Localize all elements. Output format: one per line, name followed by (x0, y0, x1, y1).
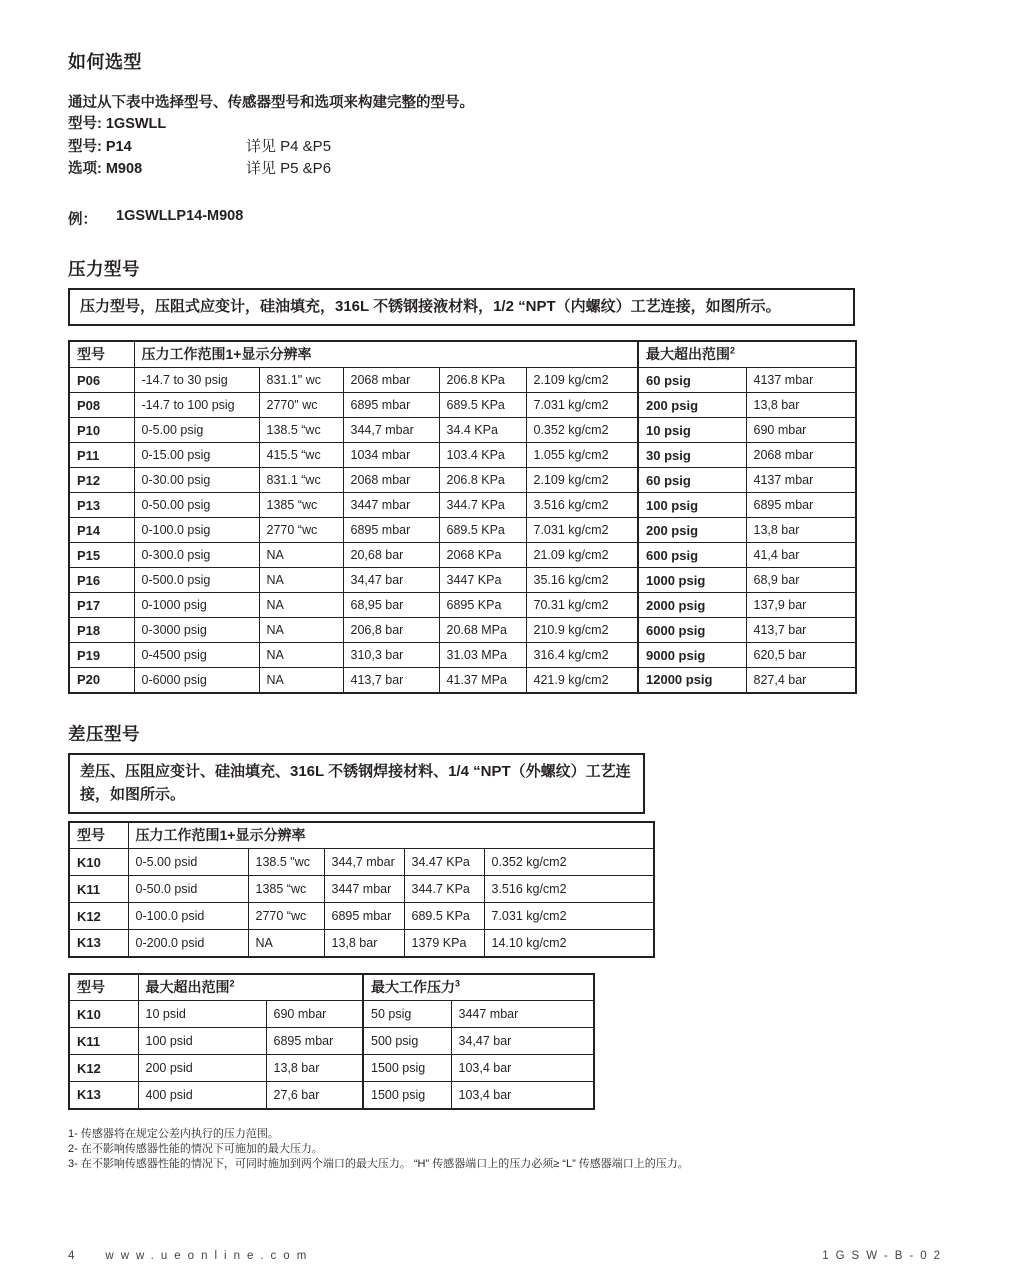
value-cell: 34.4 KPa (439, 418, 526, 443)
value-cell: 2068 mbar (746, 443, 856, 468)
table-row (69, 368, 856, 393)
table-row (69, 518, 856, 543)
value-cell: 1034 mbar (343, 443, 439, 468)
value-cell: 421.9 kg/cm2 (526, 668, 638, 693)
value-cell: 3447 mbar (343, 493, 439, 518)
value-cell: 6895 KPa (439, 593, 526, 618)
value-cell: 7.031 kg/cm2 (526, 518, 638, 543)
value-cell: 1385 “wc (259, 493, 343, 518)
value-cell: 0-6000 psig (134, 668, 259, 693)
value-cell: 41,4 bar (746, 543, 856, 568)
value-cell: 27,6 bar (266, 1082, 363, 1109)
value-cell: NA (259, 568, 343, 593)
value-cell: 100 psig (638, 493, 746, 518)
value-cell: 600 psig (638, 543, 746, 568)
value-cell: 35.16 kg/cm2 (526, 568, 638, 593)
value-cell: 689.5 KPa (439, 393, 526, 418)
value-cell: 2.109 kg/cm2 (526, 368, 638, 393)
value-cell: NA (259, 593, 343, 618)
table-row (69, 1001, 594, 1028)
model-cell: P15 (69, 543, 134, 568)
value-cell: 400 psid (138, 1082, 266, 1109)
value-cell: 1.055 kg/cm2 (526, 443, 638, 468)
value-cell: 7.031 kg/cm2 (526, 393, 638, 418)
value-cell: 10 psid (138, 1001, 266, 1028)
value-cell: 0.352 kg/cm2 (484, 849, 654, 876)
value-cell: 831.1 “wc (259, 468, 343, 493)
model-cell: P17 (69, 593, 134, 618)
value-cell: 137,9 bar (746, 593, 856, 618)
value-cell: 344,7 mbar (324, 849, 404, 876)
value-cell: 413,7 bar (343, 668, 439, 693)
model-line-ref: 详见 P4 &P5 (246, 137, 332, 155)
value-cell: 13,8 bar (266, 1055, 363, 1082)
footer-website: www.ueonline.com (105, 1250, 314, 1262)
value-cell: 1379 KPa (404, 930, 484, 957)
value-cell: 12000 psig (638, 668, 746, 693)
table-header-row (69, 822, 654, 849)
model-cell: P16 (69, 568, 134, 593)
value-cell: 6895 mbar (266, 1028, 363, 1055)
example-value: 1GSWLLP14-M908 (116, 207, 244, 224)
value-cell: 41.37 MPa (439, 668, 526, 693)
value-cell: 0-50.00 psig (134, 493, 259, 518)
value-cell: 60 psig (638, 468, 746, 493)
value-cell: 20,68 bar (343, 543, 439, 568)
footer-left (68, 1250, 313, 1262)
model-cell: P13 (69, 493, 134, 518)
value-cell: 103,4 bar (451, 1055, 594, 1082)
column-header-model: 型号 (69, 974, 138, 1001)
table-header-row (69, 341, 856, 368)
value-cell: -14.7 to 30 psig (134, 368, 259, 393)
value-cell: 2770 “wc (259, 518, 343, 543)
table-row (69, 643, 856, 668)
value-cell: 30 psig (638, 443, 746, 468)
value-cell: 1385 “wc (248, 876, 324, 903)
model-cell: K13 (69, 930, 128, 957)
value-cell: 68,9 bar (746, 568, 856, 593)
value-cell: 0-100.0 psid (128, 903, 248, 930)
value-cell: 0-5.00 psid (128, 849, 248, 876)
differential-range-table (68, 821, 655, 958)
footnote-1: 1- 传感器将在规定公差内执行的压力范围。 (68, 1127, 279, 1140)
value-cell: 103,4 bar (451, 1082, 594, 1109)
value-cell: 3.516 kg/cm2 (484, 876, 654, 903)
table-row (69, 1028, 594, 1055)
footnote-ref-2: 2 (730, 345, 736, 356)
value-cell: 10 psig (638, 418, 746, 443)
model-cell: K12 (69, 903, 128, 930)
value-cell: 138.5 "wc (248, 849, 324, 876)
value-cell: 6895 mbar (324, 903, 404, 930)
value-cell: 13,8 bar (746, 518, 856, 543)
value-cell: 6895 mbar (746, 493, 856, 518)
model-cell: K11 (69, 1028, 138, 1055)
model-cell: P19 (69, 643, 134, 668)
value-cell: 0-1000 psig (134, 593, 259, 618)
value-cell: 344.7 KPa (439, 493, 526, 518)
page-title: 如何选型 (68, 52, 142, 72)
model-cell: P14 (69, 518, 134, 543)
table-header-row (69, 974, 594, 1001)
value-cell: 0-30.00 psig (134, 468, 259, 493)
value-cell: 34,47 bar (343, 568, 439, 593)
value-cell: NA (248, 930, 324, 957)
value-cell: 316.4 kg/cm2 (526, 643, 638, 668)
value-cell: 34.47 KPa (404, 849, 484, 876)
value-cell: 690 mbar (746, 418, 856, 443)
table-row (69, 443, 856, 468)
value-cell: 415.5 “wc (259, 443, 343, 468)
value-cell: 344,7 mbar (343, 418, 439, 443)
model-cell: K11 (69, 876, 128, 903)
value-cell: 689.5 KPa (404, 903, 484, 930)
column-header-overrange (138, 974, 363, 1001)
differential-limits-table (68, 973, 595, 1110)
value-cell: 310,3 bar (343, 643, 439, 668)
value-cell: 0-5.00 psig (134, 418, 259, 443)
value-cell: 413,7 bar (746, 618, 856, 643)
value-cell: 13,8 bar (746, 393, 856, 418)
table-row (69, 1055, 594, 1082)
footer-doc-code: 1GSW-B-02 (822, 1250, 947, 1262)
table-row (69, 568, 856, 593)
model-cell: K10 (69, 1001, 138, 1028)
value-cell: 1500 psig (363, 1055, 451, 1082)
value-cell: 344.7 KPa (404, 876, 484, 903)
value-cell: 0-500.0 psig (134, 568, 259, 593)
value-cell: 68,95 bar (343, 593, 439, 618)
value-cell: 14.10 kg/cm2 (484, 930, 654, 957)
table-row (69, 418, 856, 443)
value-cell: 0-100.0 psig (134, 518, 259, 543)
example-line (68, 208, 945, 229)
differential-description-box: 差压、压阻应变计、硅油填充、316L 不锈钢焊接材料、1/4 “NPT（外螺纹）工艺连接，如图所示。 (68, 753, 645, 814)
model-cell: P18 (69, 618, 134, 643)
value-cell: 4137 mbar (746, 468, 856, 493)
model-line-label: 型号: P14 (68, 138, 132, 155)
value-cell: 0-50.0 psid (128, 876, 248, 903)
value-cell: 3.516 kg/cm2 (526, 493, 638, 518)
value-cell: 206.8 KPa (439, 468, 526, 493)
column-header-model: 型号 (69, 341, 134, 368)
value-cell: 4137 mbar (746, 368, 856, 393)
column-header-max-working-text: 最大工作压力 (371, 979, 456, 996)
pressure-models-table (68, 340, 857, 694)
value-cell: 0-4500 psig (134, 643, 259, 668)
column-header-range: 压力工作范围1+显示分辨率 (134, 341, 638, 368)
value-cell: 0-3000 psig (134, 618, 259, 643)
model-cell: K12 (69, 1055, 138, 1082)
value-cell: 1000 psig (638, 568, 746, 593)
value-cell: 9000 psig (638, 643, 746, 668)
model-cell: P08 (69, 393, 134, 418)
model-cell: P11 (69, 443, 134, 468)
value-cell: 2068 KPa (439, 543, 526, 568)
example-label: 例： (68, 211, 97, 228)
value-cell: 34,47 bar (451, 1028, 594, 1055)
value-cell: 831.1" wc (259, 368, 343, 393)
value-cell: 620,5 bar (746, 643, 856, 668)
value-cell: 7.031 kg/cm2 (484, 903, 654, 930)
footnotes (68, 1127, 700, 1172)
value-cell: 690 mbar (266, 1001, 363, 1028)
table-row (69, 668, 856, 693)
value-cell: 200 psig (638, 518, 746, 543)
pressure-section-title: 压力型号 (68, 258, 140, 279)
model-cell: P10 (69, 418, 134, 443)
model-line-label: 型号: 1GSWLL (68, 116, 167, 132)
differential-section-title: 差压型号 (68, 723, 140, 744)
value-cell: NA (259, 643, 343, 668)
value-cell: 827,4 bar (746, 668, 856, 693)
value-cell: 200 psid (138, 1055, 266, 1082)
value-cell: 200 psig (638, 393, 746, 418)
value-cell: 2770" wc (259, 393, 343, 418)
pressure-description-box: 压力型号，压阻式应变计，硅油填充，316L 不锈钢接液材料，1/2 “NPT（内螺纹）工艺连接，如图所示。 (68, 288, 855, 326)
model-line-ref: 详见 P5 &P6 (246, 160, 332, 177)
value-cell: 2068 mbar (343, 468, 439, 493)
value-cell: 3447 mbar (324, 876, 404, 903)
table-row (69, 903, 654, 930)
value-cell: 6895 mbar (343, 393, 439, 418)
value-cell: 70.31 kg/cm2 (526, 593, 638, 618)
model-line-base (68, 113, 945, 136)
intro-text: 通过从下表中选择型号、传感器型号和选项来构建完整的型号。 (68, 95, 474, 111)
value-cell: 210.9 kg/cm2 (526, 618, 638, 643)
table-row (69, 849, 654, 876)
value-cell: 2.109 kg/cm2 (526, 468, 638, 493)
column-header-max-working-pressure (363, 974, 594, 1001)
model-cell: K13 (69, 1082, 138, 1109)
value-cell: 2000 psig (638, 593, 746, 618)
table-row (69, 493, 856, 518)
value-cell: 689.5 KPa (439, 518, 526, 543)
value-cell: 0-200.0 psid (128, 930, 248, 957)
model-line-sensor (68, 136, 945, 159)
model-line-label: 选项: M908 (68, 161, 143, 177)
table-row (69, 393, 856, 418)
table-row (69, 618, 856, 643)
table-row (69, 1082, 594, 1109)
model-cell: K10 (69, 849, 128, 876)
column-header-overrange-text: 最大超出范围 (646, 346, 730, 363)
value-cell: 500 psig (363, 1028, 451, 1055)
table-row (69, 593, 856, 618)
value-cell: 6895 mbar (343, 518, 439, 543)
model-line-option (68, 158, 945, 181)
value-cell: 103.4 KPa (439, 443, 526, 468)
value-cell: 0-300.0 psig (134, 543, 259, 568)
table-row (69, 543, 856, 568)
value-cell: 100 psid (138, 1028, 266, 1055)
value-cell: 0-15.00 psig (134, 443, 259, 468)
model-cell: P12 (69, 468, 134, 493)
model-cell: P20 (69, 668, 134, 693)
value-cell: 60 psig (638, 368, 746, 393)
page-number: 4 (68, 1250, 82, 1262)
table-row (69, 930, 654, 957)
model-cell: P06 (69, 368, 134, 393)
value-cell: 0.352 kg/cm2 (526, 418, 638, 443)
value-cell: 206.8 KPa (439, 368, 526, 393)
value-cell: 13,8 bar (324, 930, 404, 957)
value-cell: 138.5 “wc (259, 418, 343, 443)
footnote-ref-3: 3 (455, 978, 461, 989)
value-cell: 31.03 MPa (439, 643, 526, 668)
footnote-ref-2: 2 (229, 978, 235, 989)
value-cell: 50 psig (363, 1001, 451, 1028)
column-header-model: 型号 (69, 822, 128, 849)
value-cell: NA (259, 668, 343, 693)
column-header-overrange (638, 341, 856, 368)
value-cell: 2770 “wc (248, 903, 324, 930)
value-cell: 21.09 kg/cm2 (526, 543, 638, 568)
value-cell: 20.68 MPa (439, 618, 526, 643)
value-cell: 2068 mbar (343, 368, 439, 393)
column-header-range: 压力工作范围1+显示分辨率 (128, 822, 654, 849)
value-cell: NA (259, 618, 343, 643)
footnote-3: 3- 在不影响传感器性能的情况下，可同时施加到两个端口的最大压力。 “H” 传感器端口上的压力必须≥ “L” 传感器端口上的压力。 (68, 1157, 689, 1170)
value-cell: 1500 psig (363, 1082, 451, 1109)
table-row (69, 468, 856, 493)
value-cell: 3447 KPa (439, 568, 526, 593)
value-cell: 6000 psig (638, 618, 746, 643)
value-cell: 206,8 bar (343, 618, 439, 643)
column-header-overrange-text: 最大超出范围 (145, 979, 230, 996)
value-cell: NA (259, 543, 343, 568)
footnote-2: 2- 在不影响传感器性能的情况下可施加的最大压力。 (68, 1142, 323, 1155)
value-cell: -14.7 to 100 psig (134, 393, 259, 418)
page-footer (68, 1250, 947, 1262)
value-cell: 3447 mbar (451, 1001, 594, 1028)
table-row (69, 876, 654, 903)
